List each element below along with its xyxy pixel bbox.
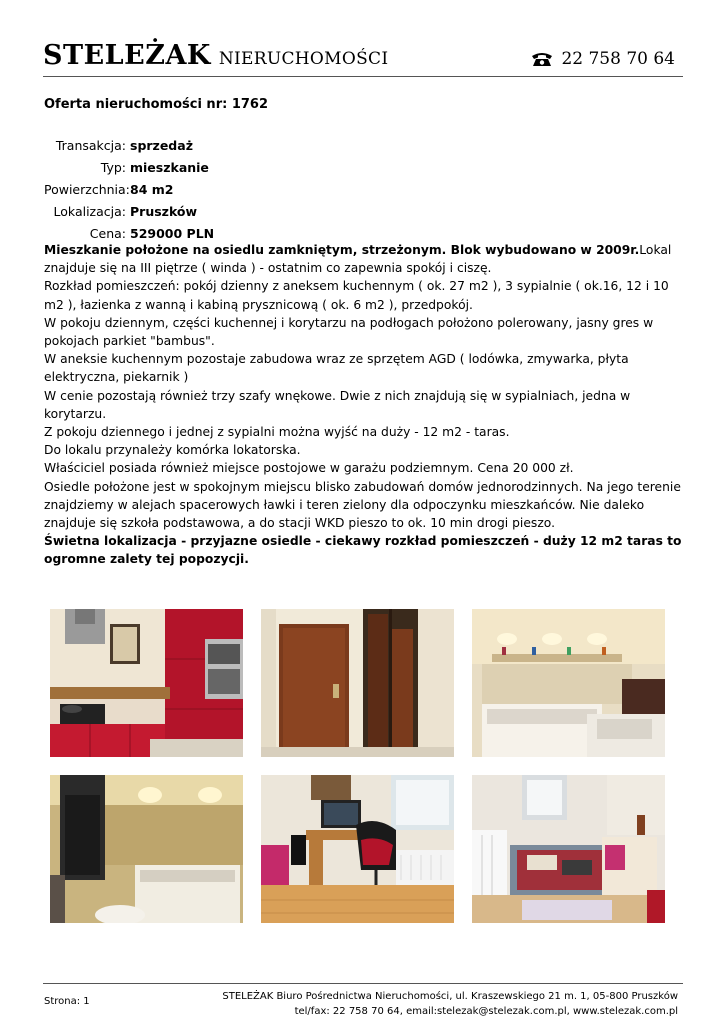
detail-row-type	[44, 156, 214, 178]
header-phone-number: 22 758 70 64	[561, 49, 675, 69]
brand-name: STELEŻAK	[43, 40, 211, 71]
photo-bathroom-1	[472, 609, 665, 757]
detail-value: 84 m2	[130, 181, 174, 197]
detail-label: Cena:	[89, 225, 126, 241]
description-paragraph: Osiedle położone jest w spokojnym miejscu blisko zabudowań domów jednorodzinnych. Na jego terenie znajdziemy w alejach spacerowych ławki i teren zielony dla odpoczynku mieszkańców. Nie daleko znajduje się szkoła podstawowa, a do stacji WKD pieszo to ok. 10 min drogi pieszo.	[44, 479, 681, 531]
description-intro-text: Lokal znajduje się na III piętrze ( winda ) - ostatnim co zapewnia spokój i ciszę.	[44, 243, 672, 276]
detail-row-area	[44, 178, 214, 200]
detail-label: Powierzchnia:	[44, 181, 130, 197]
detail-value: mieszkanie	[130, 159, 209, 175]
description-closing: Świetna lokalizacja - przyjazne osiedle - ciekawy rozkład pomieszczeń - duży 12 m2 taras to ogromne zalety tej popozycji.	[44, 534, 682, 567]
photo-kitchen	[50, 609, 243, 757]
footer-contact-info: tel/fax: 22 758 70 64, email:stelezak@stelezak.com.pl, www.stelezak.com.pl	[294, 1006, 678, 1017]
photo-bedroom	[472, 775, 665, 923]
detail-value: sprzedaż	[130, 137, 193, 153]
telephone-icon	[531, 51, 553, 67]
footer-divider	[43, 983, 683, 984]
detail-label: Transakcja:	[55, 137, 126, 153]
footer-address: STELEŻAK Biuro Pośrednictwa Nieruchomości, ul. Kraszewskiego 21 m. 1, 05-800 Pruszków	[222, 991, 678, 1002]
footer-contact	[222, 989, 678, 1019]
detail-label: Lokalizacja:	[53, 203, 126, 219]
description-paragraph: Właściciel posiada również miejsce postojowe w garażu podziemnym. Cena 20 000 zł.	[44, 461, 574, 476]
description-paragraph: Z pokoju dziennego i jednej z sypialni można wyjść na duży - 12 m2 - taras.	[44, 425, 510, 440]
photo-hallway-doors	[261, 609, 454, 757]
offer-title: Oferta nieruchomości nr: 1762	[44, 97, 269, 112]
detail-value: Pruszków	[130, 203, 198, 219]
detail-row-transaction	[44, 134, 214, 156]
detail-label: Typ:	[100, 159, 126, 175]
description-intro-bold: Mieszkanie położone na osiedlu zamkniętym, strzeżonym. Blok wybudowano w 2009r.	[44, 243, 640, 257]
description-paragraph: W cenie pozostają również trzy szafy wnękowe. Dwie z nich znajdują się w sypialniach, jedna w korytarzu.	[44, 388, 631, 421]
photo-living-room	[261, 775, 454, 923]
description-paragraph: W aneksie kuchennym pozostaje zabudowa wraz ze sprzętem AGD ( lodówka, zmywarka, płyta elektryczna, piekarnik )	[44, 352, 629, 385]
description-intro	[44, 241, 684, 277]
offer-description	[44, 241, 684, 569]
description-paragraph: Do lokalu przynależy komórka lokatorska.	[44, 443, 301, 458]
photo-bathroom-2	[50, 775, 243, 923]
header-phone	[531, 49, 675, 69]
brand-logo	[43, 40, 388, 71]
description-paragraph: Rozkład pomieszczeń: pokój dzienny z aneksem kuchennym ( ok. 27 m2 ), 3 sypialnie ( ok.16, 12 i 10 m2 ), łazienka z wanną i kabiną prysznicową ( ok. 6 m2 ), przedpokój.	[44, 279, 669, 312]
detail-value: 529000 PLN	[130, 225, 215, 241]
brand-subtitle: NIERUCHOMOŚCI	[218, 49, 389, 69]
offer-details	[44, 134, 214, 244]
page-number: Strona: 1	[44, 996, 90, 1007]
page-header	[43, 40, 683, 77]
detail-row-location	[44, 200, 214, 222]
description-paragraph: W pokoju dziennym, części kuchennej i korytarzu na podłogach położono polerowany, jasny gres w pokojach parkiet "bambus".	[44, 315, 654, 349]
